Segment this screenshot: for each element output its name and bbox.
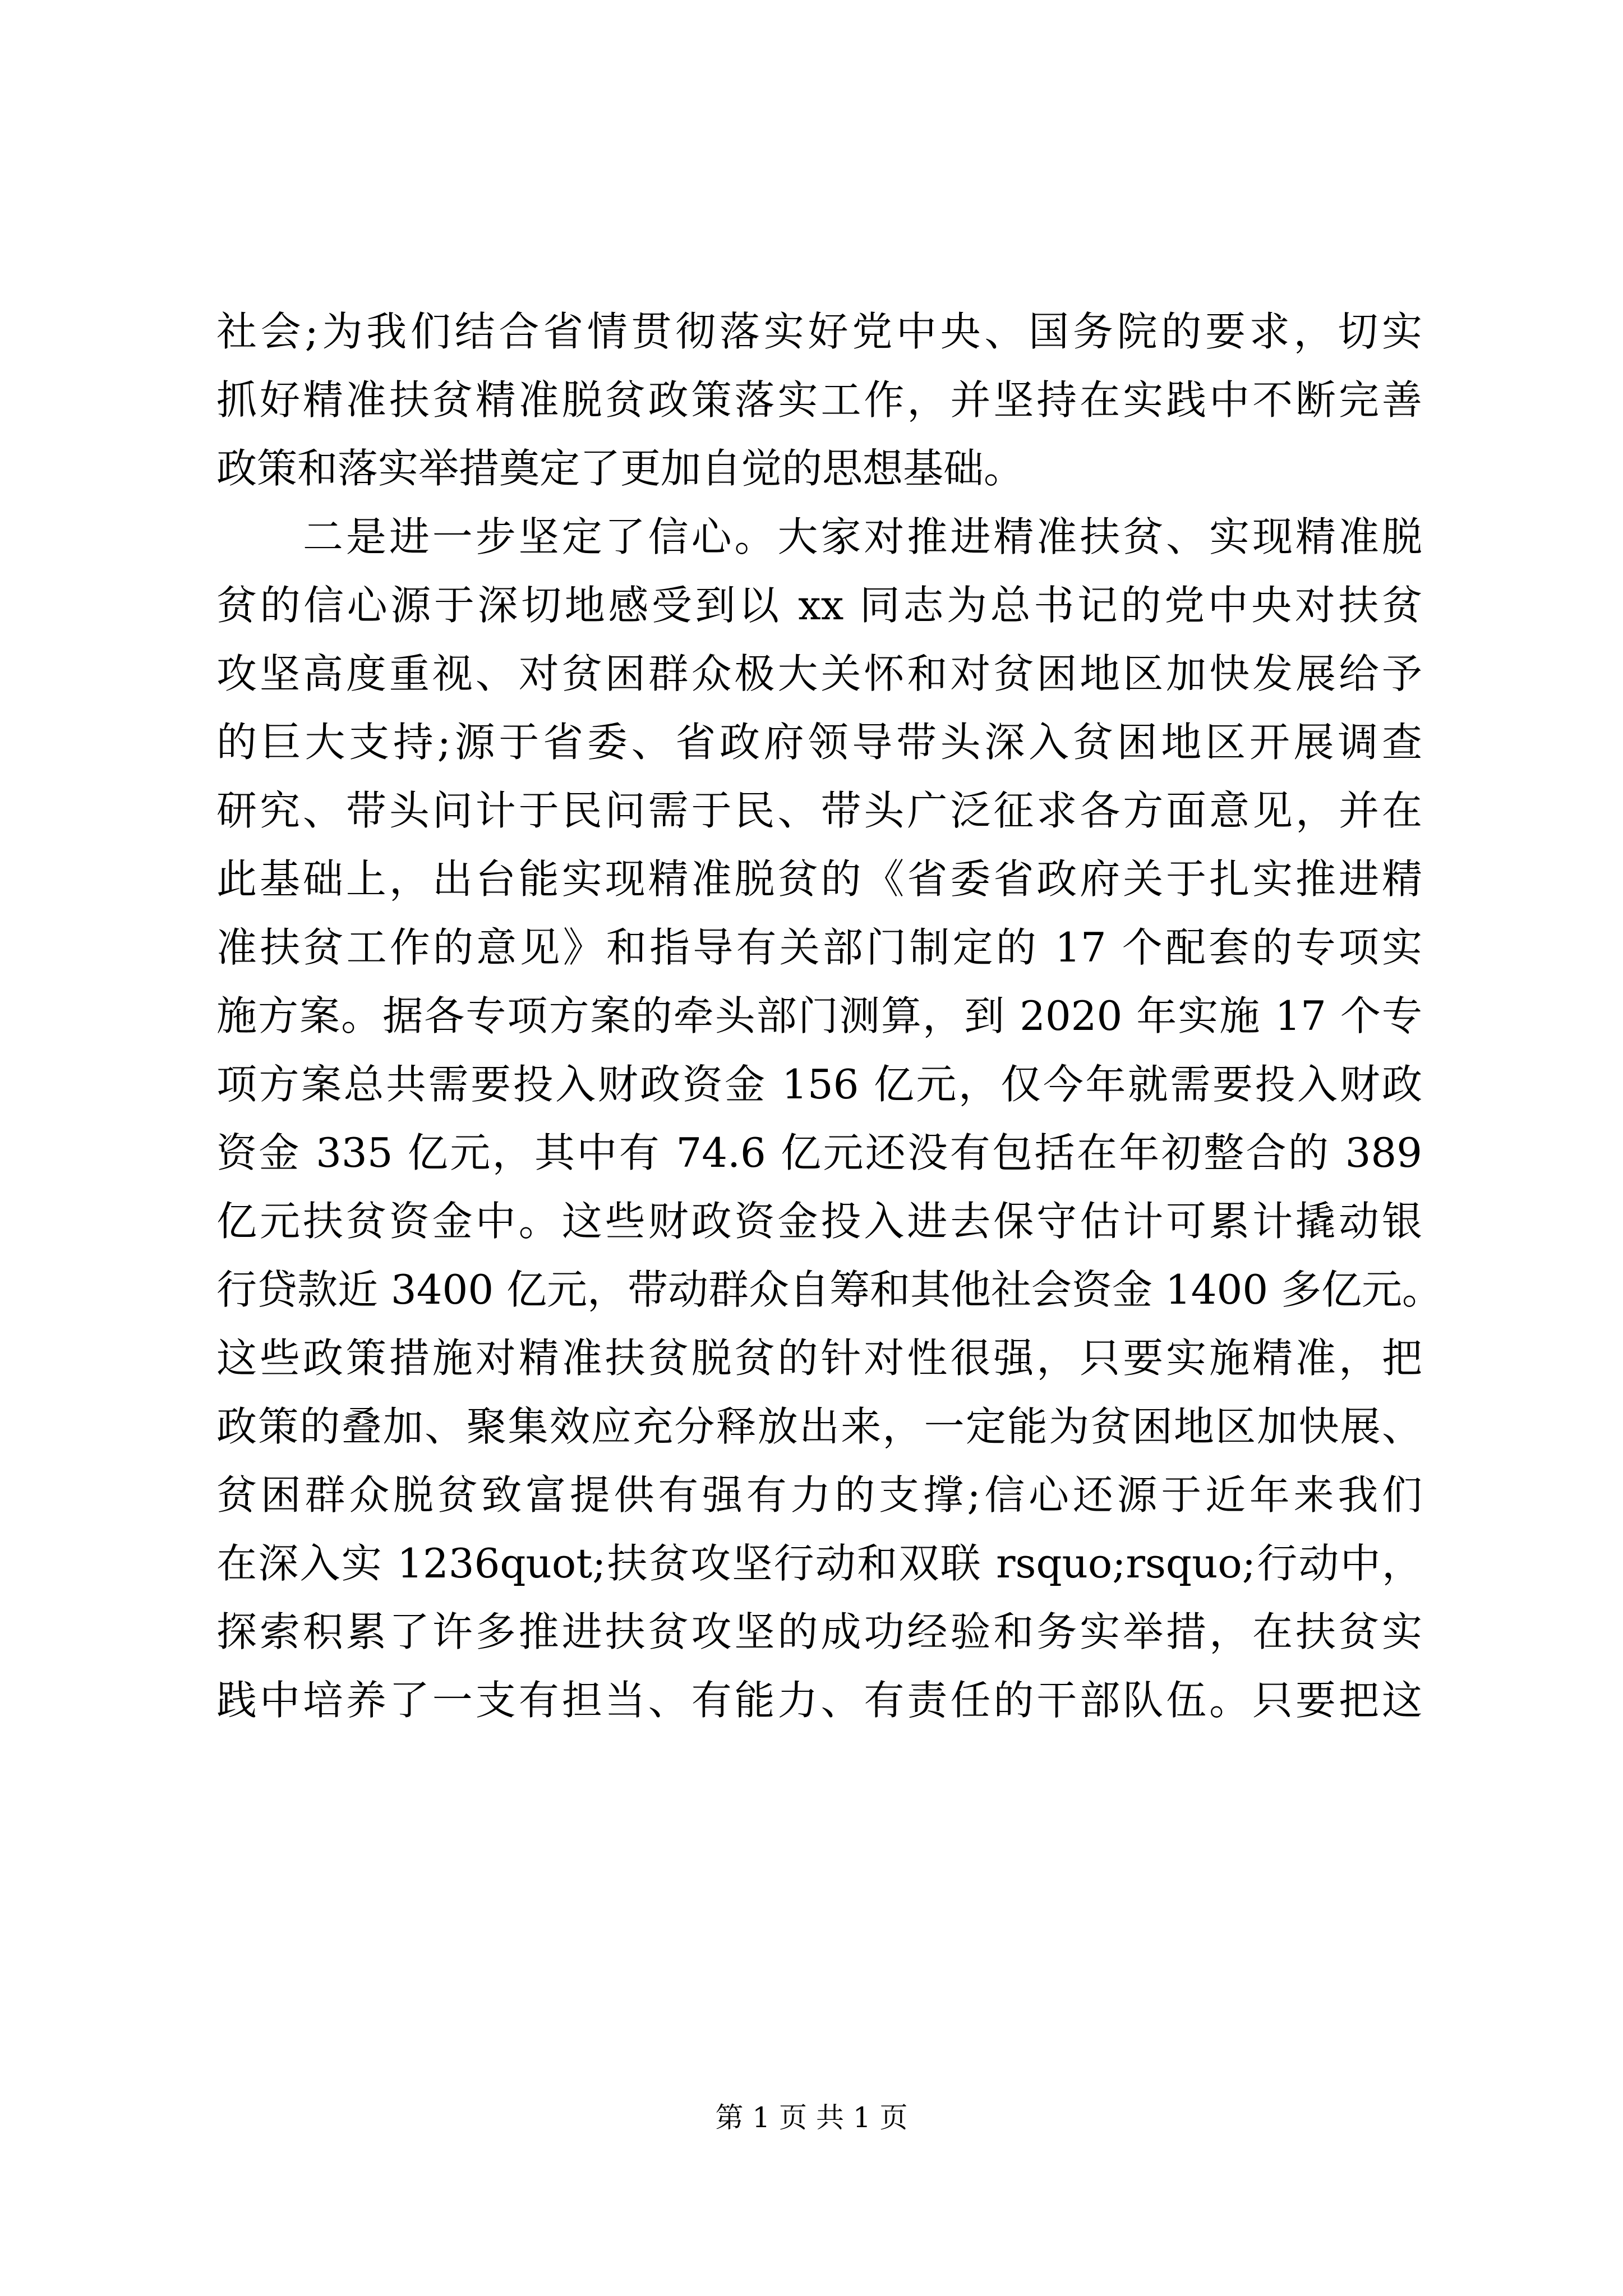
text-line: 项方案总共需要投入财政资金 156 亿元，仅今年就需要投入财政 — [216, 1061, 1422, 1108]
text-line: 施方案。据各专项方案的牵头部门测算，到 2020 年实施 17 个专 — [216, 992, 1422, 1039]
text-line: 在深入实 1236quot;扶贫攻坚行动和双联 rsquo;rsquo;行动中， — [216, 1540, 1422, 1587]
text-line: 研究、带头问计于民问需于民、带头广泛征求各方面意见，并在 — [216, 787, 1422, 834]
page-number-label: 第 1 页 共 1 页 — [715, 2101, 908, 2134]
text-line: 资金 335 亿元，其中有 74.6 亿元还没有包括在年初整合的 389 — [216, 1129, 1422, 1176]
text-line: 的巨大支持;源于省委、省政府领导带头深入贫困地区开展调查 — [216, 719, 1422, 766]
text-line: 抓好精准扶贫精准脱贫政策落实工作，并坚持在实践中不断完善 — [216, 376, 1422, 424]
text-line: 行贷款近 3400 亿元，带动群众自筹和其他社会资金 1400 多亿元。 — [216, 1266, 1443, 1313]
page-footer — [0, 2101, 1623, 2134]
text-line: 践中培养了一支有担当、有能力、有责任的干部队伍。只要把这 — [216, 1677, 1422, 1724]
text-line: 政策的叠加、聚集效应充分释放出来，一定能为贫困地区加快展、 — [216, 1403, 1422, 1450]
text-line: 社会;为我们结合省情贯彻落实好党中央、国务院的要求，切实 — [216, 308, 1422, 355]
text-line: 这些政策措施对精准扶贫脱贫的针对性很强，只要实施精准，把 — [216, 1335, 1422, 1382]
text-line: 攻坚高度重视、对贫困群众极大关怀和对贫困地区加快发展给予 — [216, 650, 1422, 697]
text-line: 探索积累了许多推进扶贫攻坚的成功经验和务实举措，在扶贫实 — [216, 1608, 1422, 1655]
text-line: 此基础上，出台能实现精准脱贫的《省委省政府关于扎实推进精 — [216, 855, 1422, 903]
text-line: 贫困群众脱贫致富提供有强有力的支撑;信心还源于近年来我们 — [216, 1471, 1422, 1519]
text-line: 二是进一步坚定了信心。大家对推进精准扶贫、实现精准脱 — [216, 513, 1422, 560]
text-line: 亿元扶贫资金中。这些财政资金投入进去保守估计可累计撬动银 — [216, 1198, 1422, 1245]
body-text — [216, 297, 1443, 1734]
text-line: 贫的信心源于深切地感受到以 xx 同志为总书记的党中央对扶贫 — [216, 582, 1422, 629]
text-line: 准扶贫工作的意见》和指导有关部门制定的 17 个配套的专项实 — [216, 924, 1422, 971]
text-line: 政策和落实举措奠定了更加自觉的思想基础。 — [216, 445, 1025, 492]
